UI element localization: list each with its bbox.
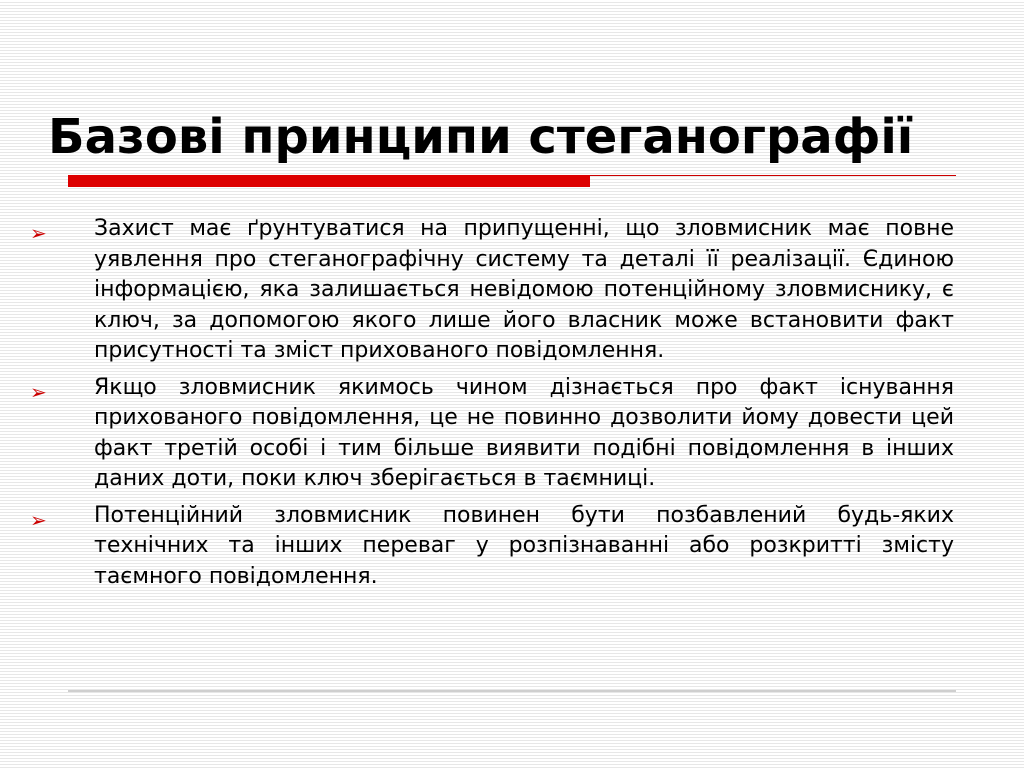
arrow-bullet-icon: ➢ [30, 379, 47, 404]
bottom-divider [68, 690, 956, 692]
bullet-item [30, 373, 954, 495]
title-underline-red-bar [68, 175, 590, 187]
bullet-text: Якщо зловмисник якимось чином дізнається про факт існування прихованого повідомлення, це не повинно дозволити йому довести цей факт третій особі і тим більше виявити подібні повідомлення в інших даних доти, поки ключ зберігається в таємниці. [94, 374, 954, 491]
arrow-bullet-icon: ➢ [30, 507, 47, 532]
bullet-item [30, 214, 954, 367]
bullet-text: Потенційний зловмисник повинен бути позбавлений будь-яких технічних та інших переваг у розпізнаванні або розкритті змісту таємного повідомлення. [94, 502, 954, 589]
arrow-bullet-icon: ➢ [30, 221, 47, 245]
slide-title: Базові принципи стеганографії [48, 109, 914, 165]
bullet-item [30, 501, 954, 593]
bullet-text: Захист має ґрунтуватися на припущенні, що зловмисник має повне уявлення про стеганографічну систему та деталі її реалізації. Єдиною інформацією, яка залишається невідомою потенційному зловмиснику, є ключ, за допомогою якого лише його власник може встановити факт присутності та зміст прихованого повідомлення. [94, 216, 954, 363]
bullet-list [30, 214, 954, 598]
title-underline [68, 175, 956, 187]
